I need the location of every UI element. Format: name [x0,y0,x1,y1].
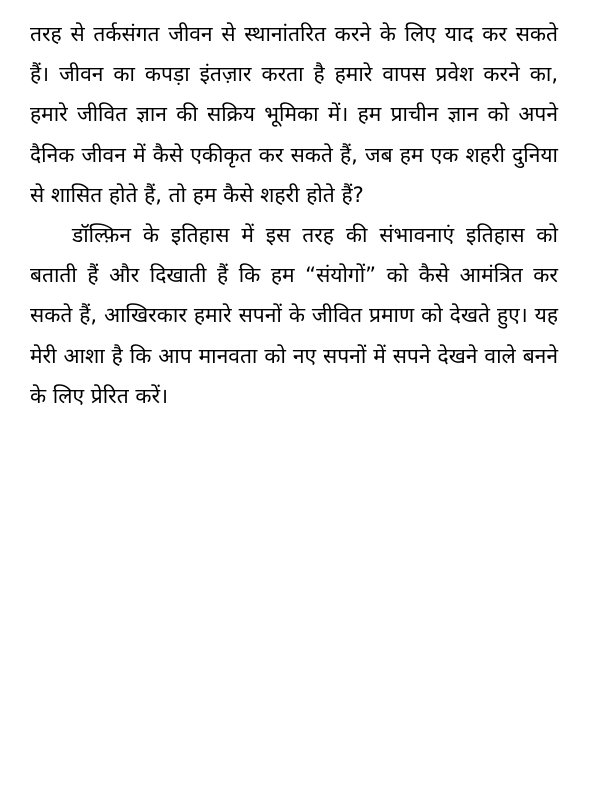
paragraph-2: डॉल्फ़िन के इतिहास में इस तरह की संभावनाएं इतिहास को बताती हैं और दिखाती हैं कि हम “संयोगों” को कैसे आमंत्रित कर सकते हैं, आखिरकार हमारे सपनों के जीवित प्रमाण को देखते हुए। यह मेरी आशा है कि आप मानवता को नए सपनों में सपने देखने वाले बनने के लिए प्रेरित करें। [30,223,558,408]
page-body [30,14,558,416]
paragraph-1: तरह से तर्कसंगत जीवन से स्थानांतरित करने के लिए याद कर सकते हैं। जीवन का कपड़ा इंतज़ार करता है हमारे वापस प्रवेश करने का, हमारे जीवित ज्ञान की सक्रिय भूमिका में। हम प्राचीन ज्ञान को अपने दैनिक जीवन में कैसे एकीकृत कर सकते हैं, जब हम एक शहरी दुनिया से शासित होते हैं, तो हम कैसे शहरी होते हैं? [30,22,558,207]
